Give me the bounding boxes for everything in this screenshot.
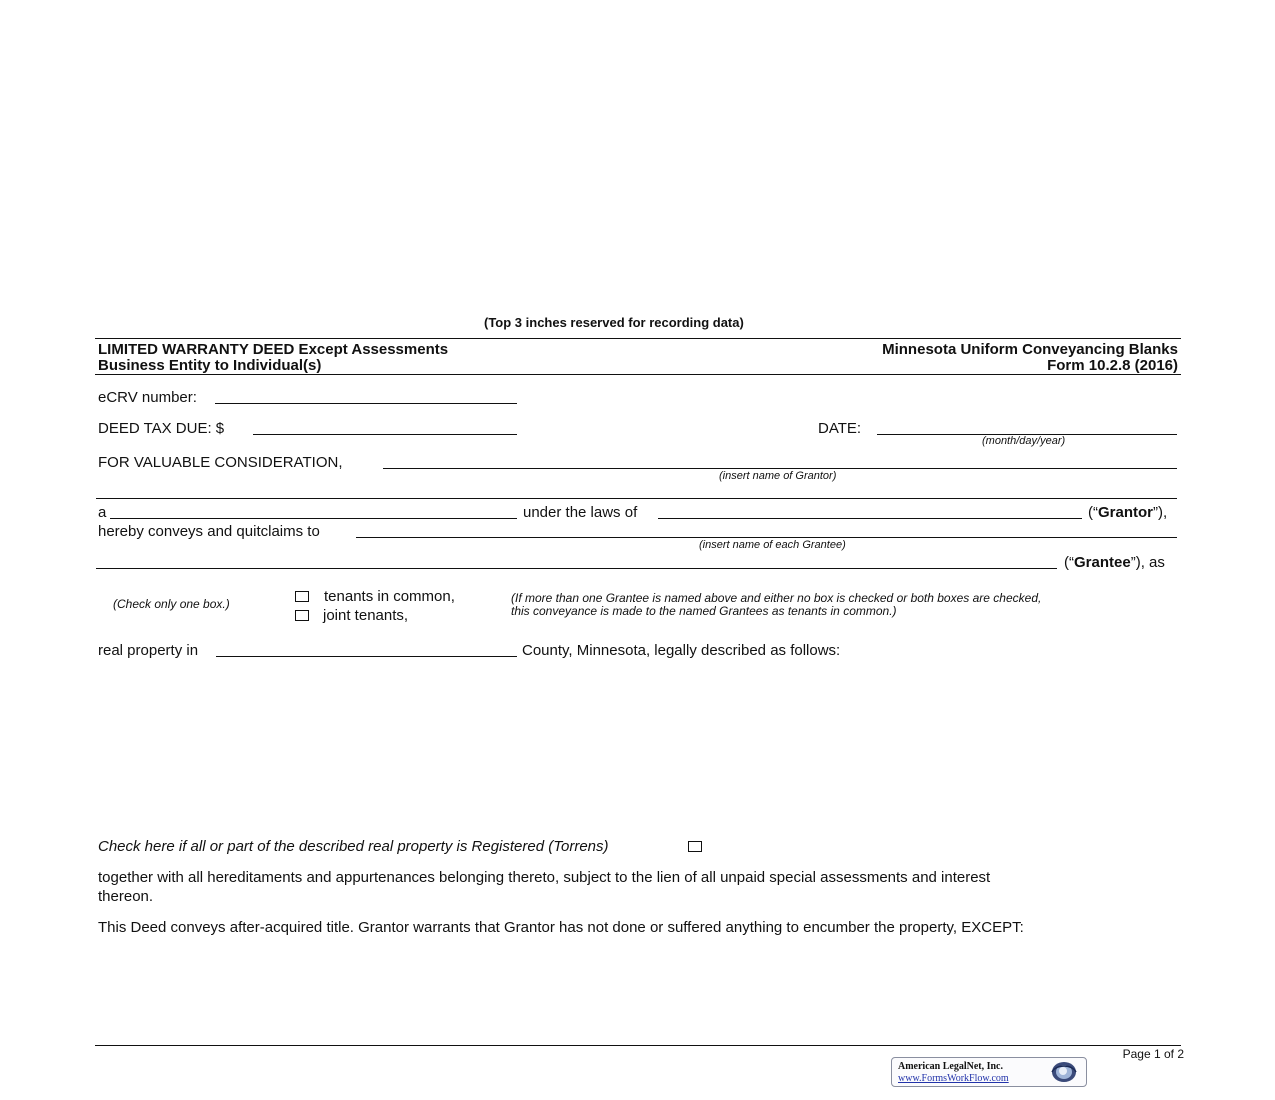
logo-url-link[interactable]: www.FormsWorkFlow.com: [898, 1073, 1009, 1084]
deed-tax-label: DEED TAX DUE: $: [98, 420, 225, 437]
tenants-in-common-checkbox[interactable]: [295, 591, 309, 602]
header-top-rule: [95, 338, 1181, 339]
form-number: Form 10.2.8 (2016): [1047, 357, 1178, 374]
conveys-label: hereby conveys and quitclaims to: [98, 523, 320, 540]
page-number: Page 1 of 2: [1122, 1047, 1184, 1061]
footer-rule: [95, 1045, 1181, 1046]
grantee-note-line1: (If more than one Grantee is named above and either no box is checked or both boxes are checked,: [511, 591, 1042, 605]
torrens-checkbox[interactable]: [688, 841, 702, 852]
county-field[interactable]: [216, 656, 517, 657]
ecrv-field[interactable]: [215, 403, 517, 404]
joint-tenants-checkbox[interactable]: [295, 610, 309, 621]
date-hint: (month/day/year): [982, 435, 1066, 447]
grantee-designation: (“Grantee”), as: [1064, 554, 1165, 571]
grantor-name-field-continued[interactable]: [96, 498, 1177, 499]
together-with-line1: together with all hereditaments and appurtenances belonging thereto, subject to the lien of all unpaid special assessments and interest: [98, 869, 991, 886]
grantor-name-field[interactable]: [383, 468, 1177, 469]
grantee-note-line2: this conveyance is made to the named Grantees as tenants in common.): [511, 604, 897, 618]
entity-article-label: a: [98, 504, 107, 521]
grantee-hint: (insert name of each Grantee): [699, 539, 846, 551]
grantor-hint: (insert name of Grantor): [719, 470, 837, 482]
grantee-name-field-continued[interactable]: [96, 568, 1057, 569]
together-with-line2: thereon.: [98, 888, 154, 905]
real-property-label: real property in: [98, 642, 199, 659]
deed-title: LIMITED WARRANTY DEED Except Assessments: [98, 341, 449, 358]
globe-icon: [1048, 1060, 1078, 1084]
date-label: DATE:: [818, 420, 862, 437]
grantee-name-field[interactable]: [356, 537, 1177, 538]
joint-tenants-label: joint tenants,: [323, 607, 409, 624]
consideration-label: FOR VALUABLE CONSIDERATION,: [98, 454, 343, 471]
deed-tax-field[interactable]: [253, 434, 517, 435]
entity-type-field[interactable]: [110, 518, 517, 519]
deed-subtitle: Business Entity to Individual(s): [98, 357, 322, 374]
laws-of-label: under the laws of: [523, 504, 638, 521]
grantor-designation: (“Grantor”),: [1088, 504, 1168, 521]
torrens-label: Check here if all or part of the described real property is Registered (Torrens): [98, 838, 609, 855]
conveyancing-blanks-label: Minnesota Uniform Conveyancing Blanks: [882, 341, 1178, 358]
tenants-in-common-label: tenants in common,: [324, 588, 455, 605]
after-acquired-title-text: This Deed conveys after-acquired title. Grantor warrants that Grantor has not done or suffered anything to encumber the property, EXCEPT:: [98, 919, 1024, 936]
county-label: County, Minnesota, legally described as follows:: [522, 642, 841, 659]
jurisdiction-field[interactable]: [658, 518, 1082, 519]
header-bottom-rule: [95, 374, 1181, 375]
recording-reserved-note: (Top 3 inches reserved for recording data): [484, 315, 744, 330]
check-only-one-note: (Check only one box.): [113, 597, 230, 611]
ecrv-label: eCRV number:: [98, 389, 197, 406]
american-legalnet-logo: [891, 1057, 1087, 1087]
logo-company-name: American LegalNet, Inc.: [898, 1061, 1003, 1072]
